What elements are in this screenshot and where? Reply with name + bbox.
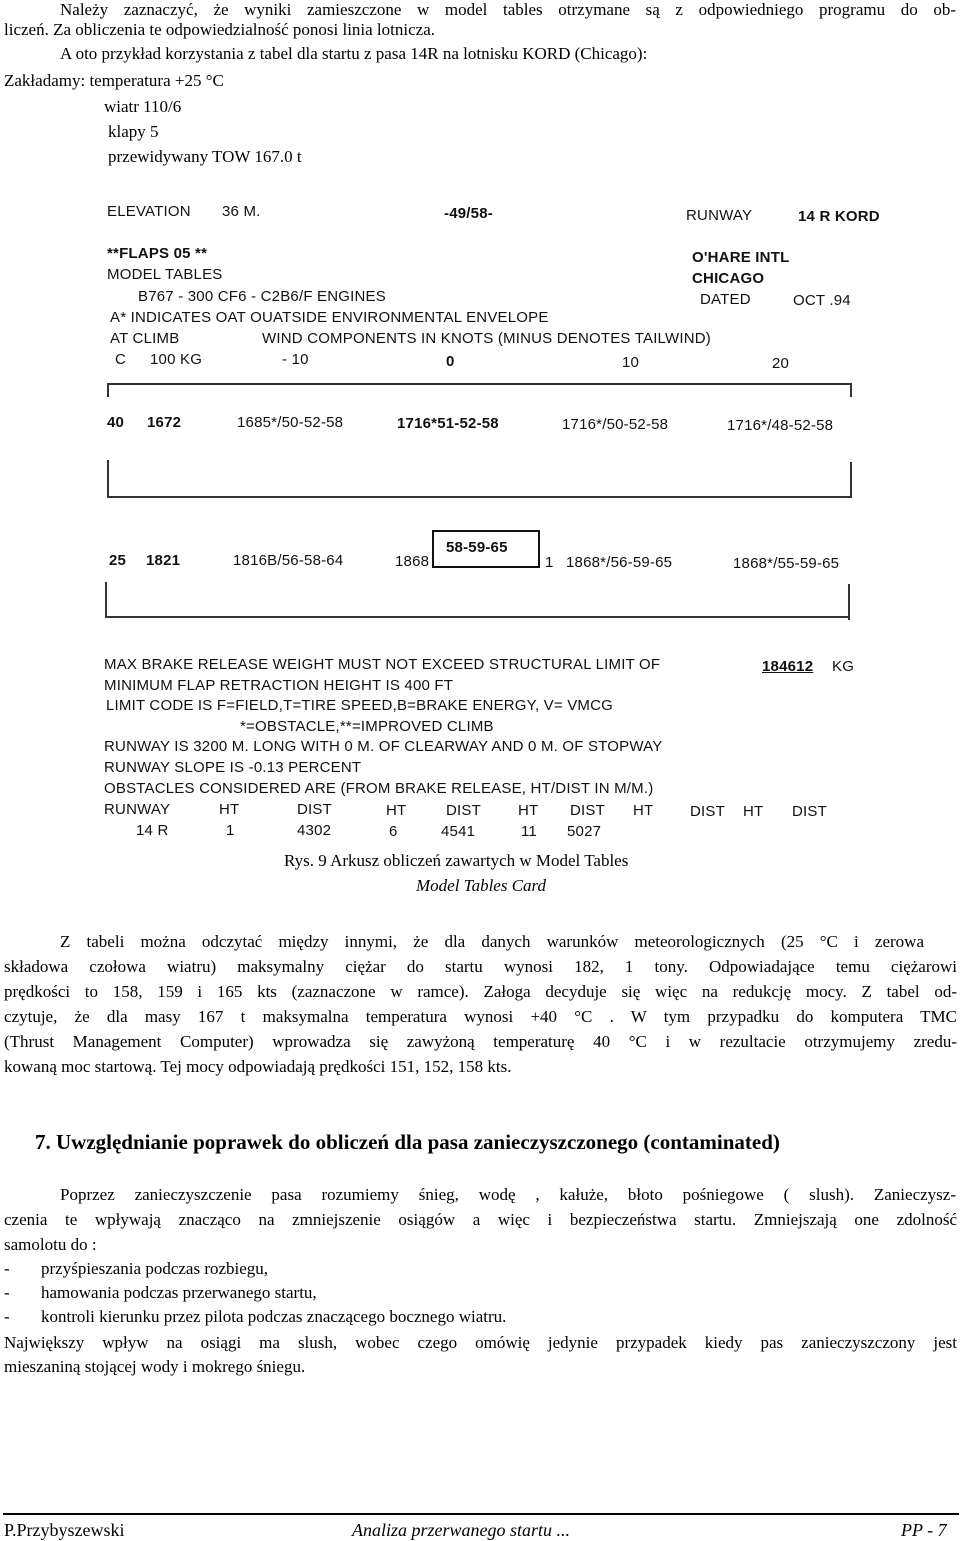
row25-wind-m10: 1816B/56-58-64	[233, 552, 344, 569]
wind-col-20: 20	[772, 355, 790, 372]
footer-divider	[3, 1513, 959, 1515]
section-line-4: Największy wpływ na osiągi ma slush, wobec czego omówię jedynie przypadek kiedy pas zanieczyszczony jest	[4, 1333, 957, 1352]
bullet-text: hamowania podczas przerwanego startu,	[41, 1283, 317, 1302]
flaps-line: **FLAPS 05 **	[107, 245, 208, 262]
runway-label: RUNWAY	[686, 207, 753, 224]
obs-runway: 14 R	[136, 822, 169, 839]
para1-line-5: (Thrust Management Computer) wprowadza się zawyżoną temperaturę 40 °C i w rezultacie otrzymujemy zredu-	[4, 1032, 957, 1051]
bullet-mark: -	[4, 1283, 10, 1302]
runway-slope-line: RUNWAY SLOPE IS -0.13 PERCENT	[104, 759, 362, 776]
wind-components: WIND COMPONENTS IN KNOTS (MINUS DENOTES TAILWIND)	[262, 330, 711, 347]
obstacle-legend: *=OBSTACLE,**=IMPROVED CLIMB	[240, 718, 494, 735]
row40-wind-10: 1716*/50-52-58	[562, 416, 669, 433]
table-rule	[850, 462, 852, 498]
footer-page: PP - 7	[901, 1520, 947, 1540]
figure-subtitle: Model Tables Card	[416, 876, 547, 895]
col-c: C	[115, 351, 127, 368]
table-rule	[105, 582, 107, 618]
table-rule	[107, 383, 852, 385]
runway-value: 14 R KORD	[798, 208, 880, 225]
section-heading: 7. Uwzględnianie poprawek do obliczeń dla pasa zanieczyszczonego (contaminated)	[35, 1130, 780, 1154]
row25-wind-0-mark: 1	[545, 554, 554, 571]
min-flap-line: MINIMUM FLAP RETRACTION HEIGHT IS 400 FT	[104, 677, 454, 694]
obs-dist-1: 4302	[297, 822, 332, 839]
figure-caption: Rys. 9 Arkusz obliczeń zawartych w Model Tables	[284, 851, 629, 870]
obs-dist-2: 4541	[441, 823, 476, 840]
max-brake-value: 184612	[762, 658, 814, 675]
airport-name: O'HARE INTL	[692, 249, 790, 266]
section-line-5: mieszaniną stojącej wody i mokrego śniegu.	[4, 1357, 306, 1376]
elevation-label: ELEVATION	[107, 203, 191, 220]
obstacles-line: OBSTACLES CONSIDERED ARE (FROM BRAKE RELEASE, HT/DIST IN M/M.)	[104, 780, 654, 797]
row25-wind-20: 1868*/55-59-65	[733, 555, 840, 572]
at-climb: AT CLIMB	[110, 330, 180, 347]
obs-header-ht: HT	[518, 802, 539, 819]
table-rule	[105, 616, 850, 618]
dated-value: OCT .94	[793, 292, 851, 309]
obs-header-ht: HT	[633, 802, 654, 819]
assume-wind: wiatr 110/6	[104, 97, 182, 116]
row40-wind-0: 1716*51-52-58	[397, 415, 499, 432]
intro-line-3: A oto przykład korzystania z tabel dla startu z pasa 14R na lotnisku KORD (Chicago):	[60, 44, 648, 63]
row25-wind-10: 1868*/56-59-65	[566, 554, 673, 571]
row40-wind-20: 1716*/48-52-58	[727, 417, 834, 434]
intro-line-2: liczeń. Za obliczenia te odpowiedzialność ponosi linia lotnicza.	[4, 20, 435, 39]
obs-header-ht: HT	[219, 801, 240, 818]
temp-range: -49/58-	[444, 205, 493, 222]
bullet-text: kontroli kierunku przez pilota podczas znaczącego bocznego wiatru.	[41, 1307, 507, 1326]
row25-boxed-speeds: 58-59-65	[446, 539, 508, 556]
para1-line-2: składowa czołowa wiatru) maksymalny ciężar do startu wynosi 182, 1 tony. Odpowiadające temu ciężarowi	[4, 957, 957, 976]
row25-climb: 1821	[146, 552, 181, 569]
obs-ht-1: 1	[226, 822, 235, 839]
obs-header-dist: DIST	[446, 802, 481, 819]
section-line-1: Poprzez zanieczyszczenie pasa rozumiemy śnieg, wodę , kałuże, błoto pośniegowe ( slush). Zanieczysz-	[60, 1185, 956, 1204]
section-line-2: czenia te wpływają znacząco na zmniejszenie osiągów a więc i bezpieczeństwa startu. Zmniejszają one zdolność	[4, 1210, 957, 1229]
table-rule	[107, 460, 109, 498]
para1-line-6: kowaną moc startową. Tej mocy odpowiadają prędkości 151, 152, 158 kts.	[4, 1057, 512, 1076]
obs-header-ht: HT	[743, 803, 764, 820]
obs-header-dist: DIST	[297, 801, 332, 818]
table-rule	[850, 383, 852, 397]
footer-author: P.Przybyszewski	[4, 1520, 125, 1540]
bullet-mark: -	[4, 1307, 10, 1326]
row25-temp: 25	[109, 552, 127, 569]
elevation-value: 36 M.	[222, 203, 261, 220]
obs-header-dist: DIST	[792, 803, 827, 820]
para1-line-4: czytuje, że dla masy 167 t maksymalna temperatura wynosi +40 °C . W tym przypadku do komputera TMC	[4, 1007, 957, 1026]
row25-wind-0: 1868	[395, 553, 430, 570]
row40-temp: 40	[107, 414, 125, 431]
obs-dist-3: 5027	[567, 823, 602, 840]
assume-tow: przewidywany TOW 167.0 t	[108, 147, 302, 166]
footer-title: Analiza przerwanego startu ...	[352, 1520, 571, 1540]
section-line-3: samolotu do :	[4, 1235, 97, 1254]
obs-ht-2: 6	[389, 823, 398, 840]
engines: B767 - 300 CF6 - C2B6/F ENGINES	[138, 288, 386, 305]
wind-col-10: 10	[622, 354, 640, 371]
para1-line-3: prędkości to 158, 159 i 165 kts (zaznaczone w ramce). Załoga decyduje się więc na redukcję mocy. Z tabel od-	[4, 982, 957, 1001]
bullet-text: przyśpieszania podczas rozbiegu,	[41, 1259, 269, 1278]
obs-ht-3: 11	[521, 823, 537, 840]
bullet-mark: -	[4, 1259, 10, 1278]
model-tables-label: MODEL TABLES	[107, 266, 223, 283]
table-rule	[107, 383, 109, 397]
table-rule	[848, 584, 850, 620]
intro-line-1: Należy zaznaczyć, że wyniki zamieszczone w model tables otrzymane są z odpowiedniego programu do ob-	[60, 0, 956, 19]
assume-temperature: Zakładamy: temperatura +25 °C	[4, 71, 224, 90]
wind-col-0: 0	[446, 353, 455, 370]
max-brake-unit: KG	[832, 658, 855, 675]
wind-col-minus10: - 10	[282, 351, 309, 368]
table-rule	[107, 496, 852, 498]
obs-header-ht: HT	[386, 802, 407, 819]
limit-code-line: LIMIT CODE IS F=FIELD,T=TIRE SPEED,B=BRAKE ENERGY, V= VMCG	[106, 697, 614, 714]
dated-label: DATED	[700, 291, 751, 308]
city: CHICAGO	[692, 270, 765, 287]
obs-header-runway: RUNWAY	[104, 801, 171, 818]
runway-length-line: RUNWAY IS 3200 M. LONG WITH 0 M. OF CLEARWAY AND 0 M. OF STOPWAY	[104, 738, 663, 755]
obs-header-dist: DIST	[570, 802, 605, 819]
obs-header-dist: DIST	[690, 803, 725, 820]
assume-flaps: klapy 5	[108, 122, 159, 141]
col-kg: 100 KG	[150, 351, 203, 368]
max-brake-line: MAX BRAKE RELEASE WEIGHT MUST NOT EXCEED STRUCTURAL LIMIT OF	[104, 656, 661, 673]
row40-wind-m10: 1685*/50-52-58	[237, 414, 344, 431]
para1-line-1: Z tabeli można odczytać między innymi, że dla danych warunków meteorologicznych (25 °C i zerowa	[60, 932, 924, 951]
indicates-line: A* INDICATES OAT OUATSIDE ENVIRONMENTAL ENVELOPE	[110, 309, 549, 326]
row40-climb: 1672	[147, 414, 182, 431]
